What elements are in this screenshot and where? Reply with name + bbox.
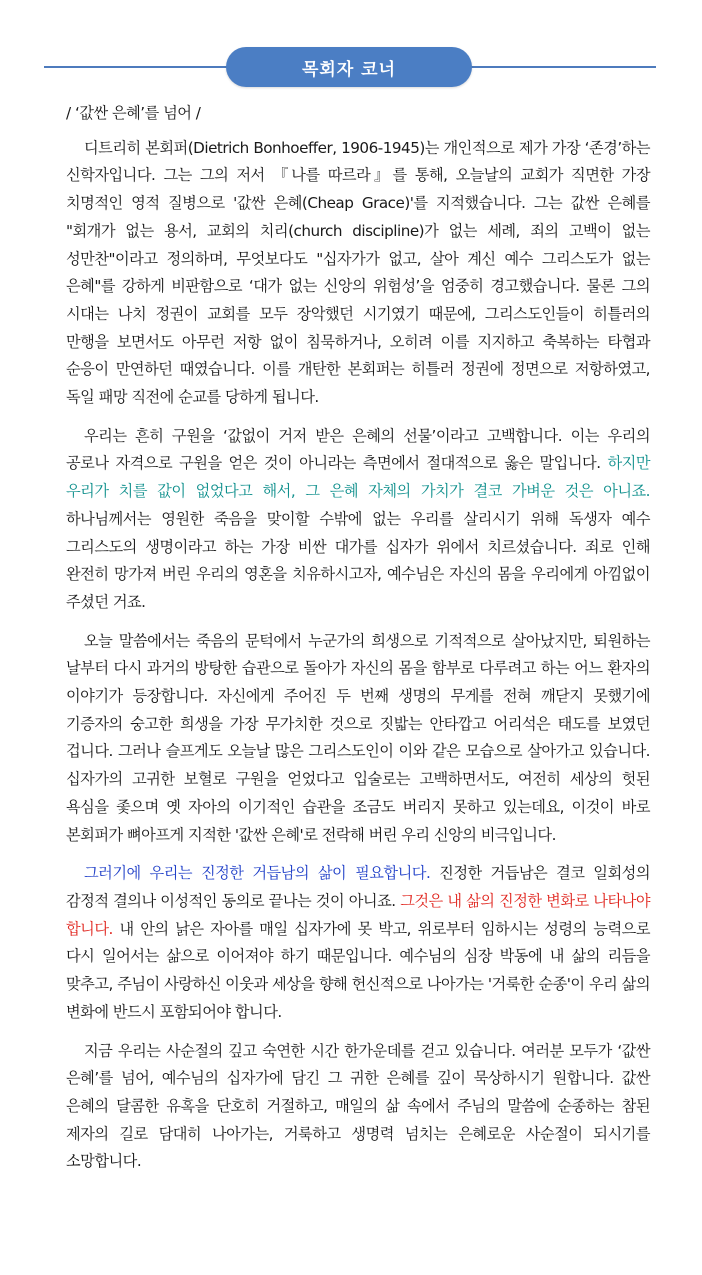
- highlighted-text-blue: 그러기에 우리는 진정한 거듭남의 삶이 필요합니다.: [84, 864, 431, 883]
- highlighted-text-red: 그것은 내 삶의 진정한 변화로 나타나야 합니다.: [66, 891, 650, 938]
- highlighted-text-teal: 하지만 우리가 치를 값이 없었다고 해서, 그 은혜 자체의 가치가 결코 가벼운 것은 아니죠.: [66, 454, 650, 501]
- paragraph-2: [66, 423, 650, 617]
- paragraph-text: 내 안의 낡은 자아를 매일 십자가에 못 박고, 위로부터 임하시는 성령의 능력으로 다시 일어서는 삶으로 이어져야 하기 때문입니다. 예수님의 심장 박동에 내 삶의 리듬을 맞추고, 주님이 사랑하신 이웃과 세상을 향해 헌신적으로 나아가는 '거룩한 순종'이 우리 삶의 변화에 반드시 포함되어야 합니다.: [66, 919, 650, 1021]
- article-body: [66, 100, 650, 1187]
- article-subtitle: / ‘값싼 은혜’를 넘어 /: [66, 104, 201, 122]
- paragraph-text: 우리는 흔히 구원을 ‘값없이 거저 받은 은혜의 선물’이라고 고백합니다. 이는 우리의 공로나 자격으로 구원을 얻은 것이 아니라는 측면에서 절대적으로 옳은 말입니다.: [66, 426, 650, 473]
- paragraph-5: [66, 1038, 650, 1177]
- paragraph-text: 하나님께서는 영원한 죽음을 맞이할 수밖에 없는 우리를 살리시기 위해 독생자 예수 그리스도의 생명이라고 하는 가장 비싼 대가를 십자가 위에서 치르셨습니다. 죄로 인해 완전히 망가져 버린 우리의 영혼을 치유하시고자, 예수님은 자신의 몸을 우리에게 아낌없이 주셨던 거죠.: [66, 509, 650, 611]
- paragraph-text: 지금 우리는 사순절의 깊고 숙연한 시간 한가운데를 걷고 있습니다. 여러분 모두가 ‘값싼 은혜’를 넘어, 예수님의 십자가에 담긴 그 귀한 은혜를 깊이 묵상하시기 원합니다. 값싼 은혜의 달콤한 유혹을 단호히 거절하고, 매일의 삶 속에서 주님의 말씀에 순종하는 참된 제자의 길로 담대히 나아가는, 거룩하고 생명력 넘치는 은혜로운 사순절이 되시기를 소망합니다.: [66, 1041, 650, 1171]
- paragraph-text: 디트리히 본회퍼(Dietrich Bonhoeffer, 1906-1945)는 개인적으로 제가 가장 ‘존경’하는 신학자입니다. 그는 그의 저서 『나를 따르라』를 통해, 오늘날의 교회가 직면한 가장 치명적인 영적 질병으로 '값싼 은혜(Cheap Grace)'를 지적했습니다. 그는 값싼 은혜를 "회개가 없는 용서, 교회의 치리(church discipline)가 없는 세례, 죄의 고백이 없는 성만찬"이라고 정의하며, 무엇보다도 "십자가가 없고, 살아 계신 예수 그리스도가 없는 은혜"를 강하게 비판함으로 ‘대가 없는 신앙의 위험성’을 엄중히 경고했습니다. 물론 그의 시대는 나치 정권이 교회를 모두 장악했던 시기였기 때문에, 그리스도인들이 히틀러의 만행을 보면서도 아무런 저항 없이 침묵하거나, 오히려 이를 지지하고 축복하는 타협과 순응이 만연하던 때였습니다. 이를 개탄한 본회퍼는 히틀러 정권에 정면으로 저항하였고, 독일 패망 직전에 순교를 당하게 됩니다.: [66, 138, 650, 407]
- section-title-badge: [226, 47, 472, 87]
- paragraph-text: 오늘 말씀에서는 죽음의 문턱에서 누군가의 희생으로 기적적으로 살아났지만, 퇴원하는 날부터 다시 과거의 방탕한 습관으로 돌아가 자신의 몸을 함부로 다루려고 하는 어느 환자의 이야기가 등장합니다. 자신에게 주어진 두 번째 생명의 무게를 전혀 깨닫지 못했기에 기증자의 숭고한 희생을 가장 무가치한 것으로 짓밟는 안타깝고 어리석은 태도를 보였던 겁니다. 그러나 슬프게도 오늘날 많은 그리스도인이 이와 같은 모습으로 살아가고 있습니다. 십자가의 고귀한 보혈로 구원을 얻었다고 입술로는 고백하면서도, 여전히 세상의 헛된 욕심을 좇으며 옛 자아의 이기적인 습관을 조금도 버리지 못하고 있는데요, 이것이 바로 본회퍼가 뼈아프게 지적한 '값싼 은혜'로 전락해 버린 우리 신앙의 비극입니다.: [66, 631, 650, 844]
- paragraph-3: [66, 628, 650, 850]
- paragraph-text: 진정한 거듭남은 결코 일회성의 감정적 결의나 이성적인 동의로 끝나는 것이 아니죠.: [66, 864, 650, 910]
- paragraph-4: [66, 860, 650, 1026]
- section-title: 목회자 코너: [301, 59, 397, 80]
- paragraph-1: [66, 135, 650, 412]
